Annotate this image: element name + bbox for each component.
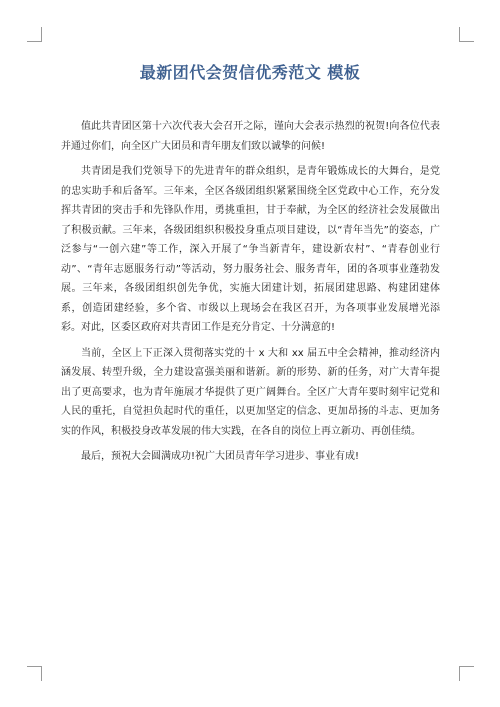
document-title: 最新团代会贺信优秀范文 模板: [139, 63, 361, 82]
paragraph-current-tasks: 当前，全区上下正深入贯彻落实党的十 x 大和 xx 届五中全会精神，推动经济内涵发展、转型升级，全力建设富强美丽和谐新。新的形势、新的任务，对广大青年提出了更高要求，也为青年施展才华提供了更广阔舞台。全区广大青年要时刻牢记党和人民的重托，自觉担负起时代的重任，以更加坚定的信念、更加昂扬的斗志、更加务实的作风，积极投身改革发展的伟大实践，在各自的岗位上再立新功、再创佳绩。: [61, 347, 440, 437]
paragraph-greeting: 值此共青团区第十六次代表大会召开之际，谨向大会表示热烈的祝贺!向各位代表并通过你们，向全区广大团员和青年朋友们致以诚挚的问候!: [61, 121, 440, 152]
paragraph-closing: 最后，预祝大会圆满成功!祝广大团员青年学习进步、事业有成!: [81, 451, 360, 462]
corner-mark-bottom-right: [459, 666, 474, 681]
paragraph-achievements: 共青团是我们党领导下的先进青年的群众组织，是青年锻炼成长的大舞台，是党的忠实助手和后备军。三年来，全区各级团组织紧紧围绕全区党政中心工作，充分发挥共青团的突击手和先锋队作用，勇挑重担，甘于奉献，为全区的经济社会发展做出了积极贡献。三年来，各级团组织积极投身重点项目建设，以“青年当先”的姿态，广泛参与“一创六建”等工作，深入开展了“争当新青年，建设新农村”、“青春创业行动”、“青年志愿服务行动”等活动，努力服务社会、服务青年，团的各项事业蓬勃发展。三年来，各级团组织创先争优，实施大团建计划，拓展团建思路、构建团建体系，创造团建经验，多个省、市级以上现场会在我区召开，为各项事业发展增光添彩。对此，区委区政府对共青团工作是充分肯定、十分满意的!: [61, 166, 440, 333]
document-body: [61, 117, 440, 473]
corner-mark-top-right: [459, 27, 474, 42]
corner-mark-top-left: [27, 27, 42, 42]
corner-mark-bottom-left: [27, 666, 42, 681]
